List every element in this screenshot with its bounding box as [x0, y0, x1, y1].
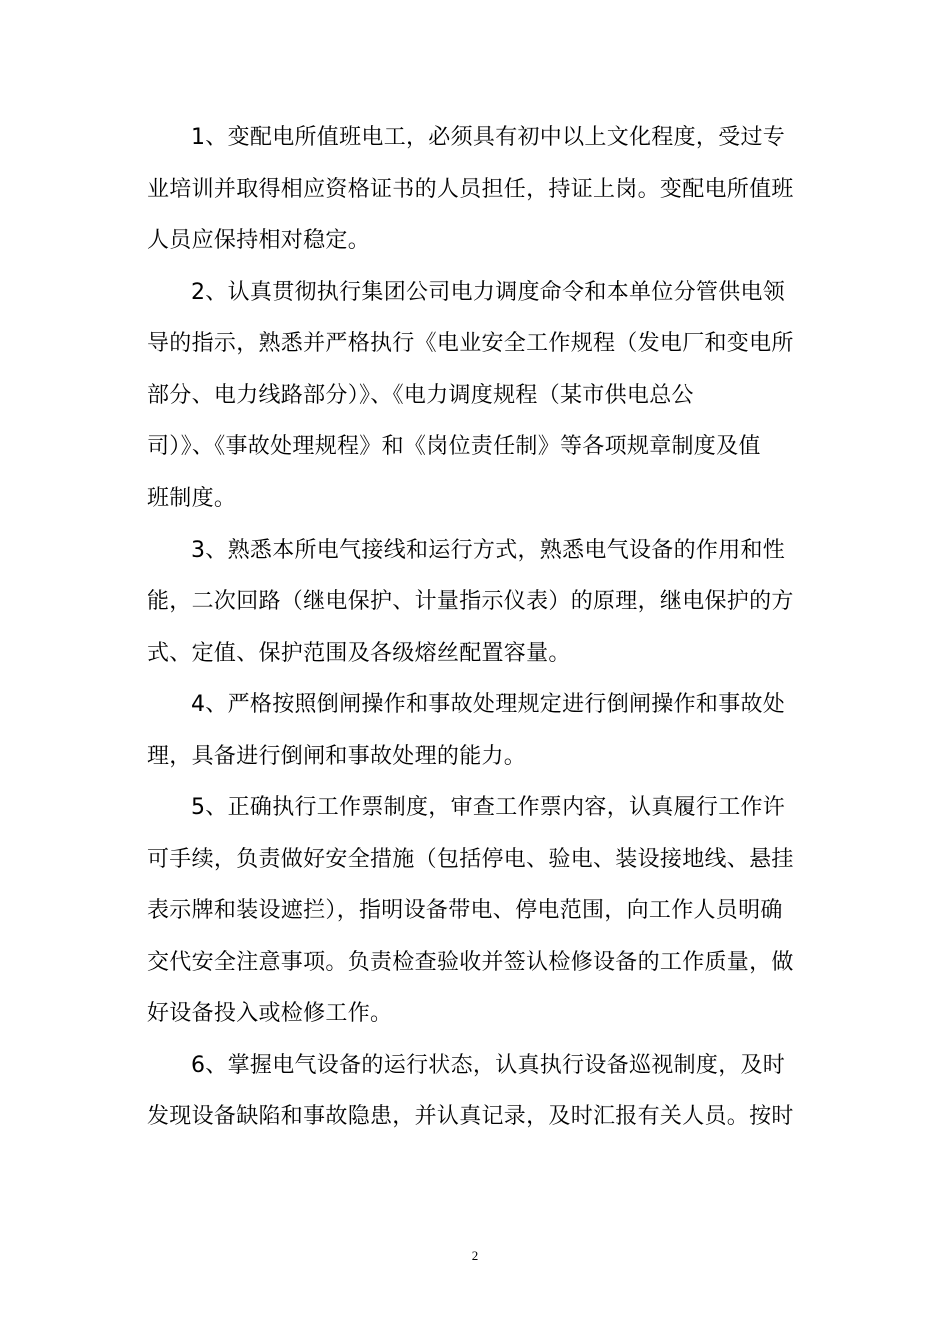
paragraph-6-line-1: 6、掌握电气设备的运行状态，认真执行设备巡视制度，及时 [191, 1053, 786, 1078]
paragraph-5-line-4: 交代安全注意事项。负责检查验收并签认检修设备的工作质量，做 [147, 950, 794, 975]
paragraph-1-line-3: 人员应保持相对稳定。 [147, 228, 371, 253]
paragraph-3-line-3: 式、定值、保护范围及各级熔丝配置容量。 [147, 641, 571, 666]
paragraph-4-line-2: 理，具备进行倒闸和事故处理的能力。 [147, 744, 527, 769]
paragraph-6-line-2: 发现设备缺陷和事故隐患，并认真记录，及时汇报有关人员。按时 [147, 1104, 794, 1129]
page-number: 2 [471, 1248, 479, 1263]
paragraph-2-line-4: 司）》、《事故处理规程》和《岗位责任制》等各项规章制度及值 [147, 434, 761, 459]
paragraph-5-line-2: 可手续，负责做好安全措施（包括停电、验电、装设接地线、悬挂 [147, 847, 794, 872]
paragraph-4-line-1: 4、严格按照倒闸操作和事故处理规定进行倒闸操作和事故处 [191, 692, 786, 717]
paragraph-5-line-5: 好设备投入或检修工作。 [147, 1001, 393, 1026]
paragraph-2-line-1: 2、认真贯彻执行集团公司电力调度命令和本单位分管供电领 [191, 280, 786, 305]
paragraph-1-line-2: 业培训并取得相应资格证书的人员担任，持证上岗。变配电所值班 [147, 177, 794, 202]
paragraph-2-line-3: 部分、电力线路部分）》、《电力调度规程（某市供电总公 [147, 383, 694, 408]
paragraph-1-line-1: 1、变配电所值班电工，必须具有初中以上文化程度，受过专 [191, 125, 786, 150]
paragraph-3-line-2: 能，二次回路（继电保护、计量指示仪表）的原理，继电保护的方 [147, 589, 794, 614]
paragraph-5-line-1: 5、正确执行工作票制度，审查工作票内容，认真履行工作许 [191, 795, 786, 820]
paragraph-5-line-3: 表示牌和装设遮拦），指明设备带电、停电范围，向工作人员明确 [147, 898, 783, 923]
paragraph-3-line-1: 3、熟悉本所电气接线和运行方式，熟悉电气设备的作用和性 [191, 538, 786, 563]
paragraph-2-line-2: 导的指示，熟悉并严格执行《电业安全工作规程（发电厂和变电所 [147, 331, 794, 356]
paragraph-2-line-5: 班制度。 [147, 486, 237, 511]
